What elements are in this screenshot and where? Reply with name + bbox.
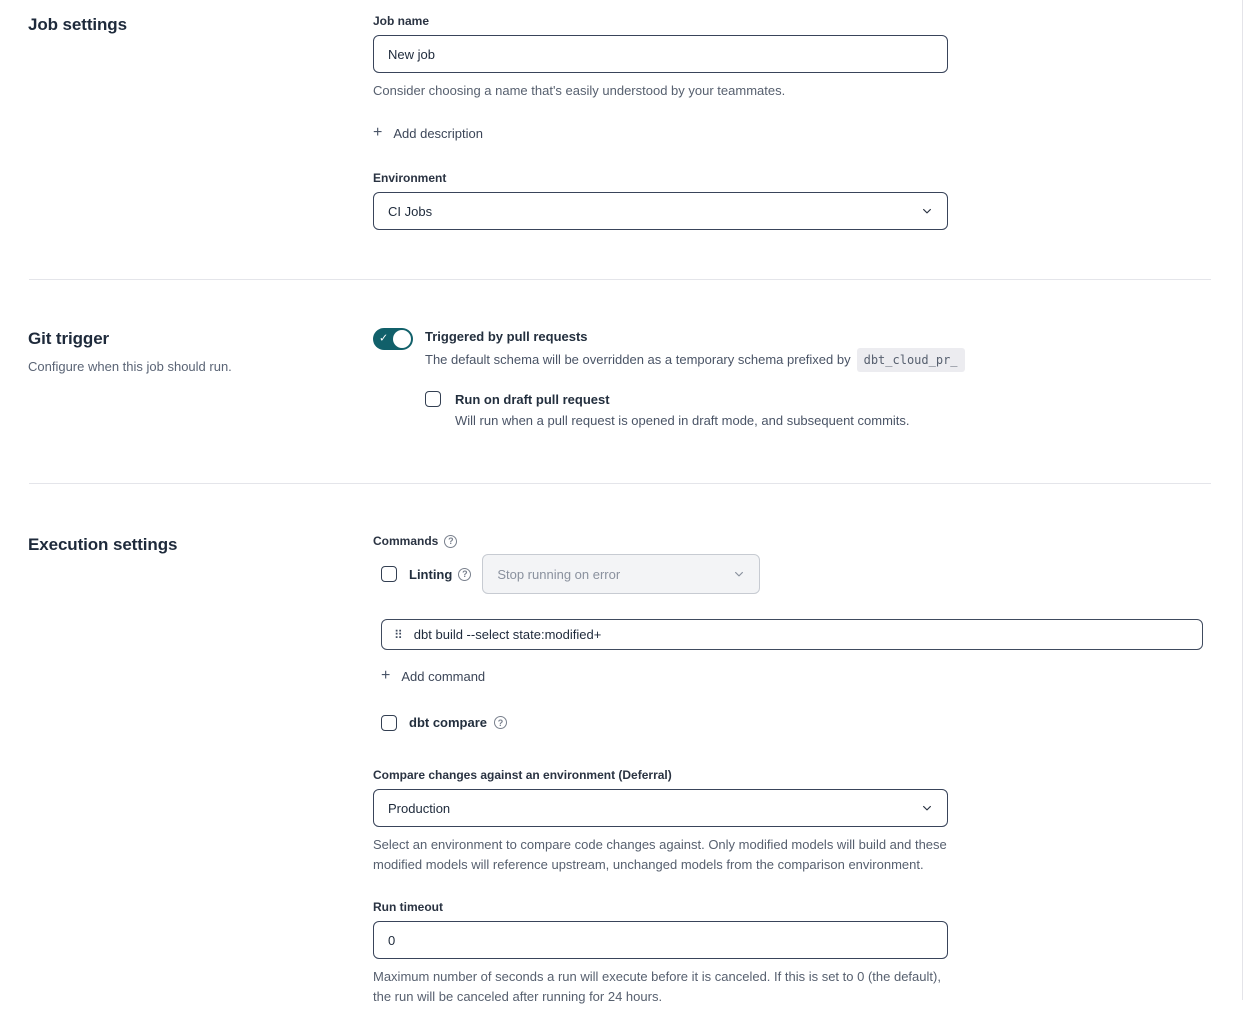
deferral-select[interactable] xyxy=(373,789,948,827)
dbt-compare-label: dbt compare xyxy=(409,715,488,730)
linting-checkbox[interactable] xyxy=(381,566,397,582)
commands-label: Commands xyxy=(373,534,439,548)
deferral-select-value: Production xyxy=(388,800,451,816)
draft-pull-request-description: Will run when a pull request is opened in draft mode, and subsequent commits. xyxy=(455,413,910,428)
pull-request-toggle[interactable] xyxy=(373,328,413,350)
schema-prefix-code: dbt_cloud_pr_ xyxy=(857,348,965,372)
job-settings-title: Job settings xyxy=(28,15,127,34)
environment-label: Environment xyxy=(373,171,447,185)
job-name-input[interactable] xyxy=(373,35,948,73)
command-input-row[interactable] xyxy=(381,619,1203,650)
draft-pull-request-label: Run on draft pull request xyxy=(455,392,610,407)
chevron-down-icon xyxy=(921,205,933,217)
deferral-helper: Select an environment to compare code changes against. Only modified models will build and these modified models will reference upstream, unchanged models from the comparison environment. xyxy=(373,837,947,872)
command-text: dbt build --select state:modified+ xyxy=(413,627,602,642)
git-trigger-subtitle: Configure when this job should run. xyxy=(28,359,232,374)
toggle-description-text: The default schema will be overridden as a temporary schema prefixed by xyxy=(425,352,851,367)
dbt-compare-help-icon[interactable]: ? xyxy=(494,716,507,729)
commands-label-row xyxy=(373,534,1213,548)
viewport-right-border xyxy=(1242,0,1243,1000)
job-name-helper: Consider choosing a name that's easily understood by your teammates. xyxy=(373,83,786,98)
draft-pull-request-checkbox[interactable] xyxy=(425,391,441,407)
linting-mode-select-value: Stop running on error xyxy=(497,566,621,582)
git-trigger-section xyxy=(0,280,1246,483)
linting-label: Linting xyxy=(409,566,453,582)
run-timeout-helper: Maximum number of seconds a run will execute before it is canceled. If this is set to 0 (the default), the run will be canceled after running for 24 hours. xyxy=(373,969,941,1004)
execution-settings-title: Execution settings xyxy=(28,535,178,554)
job-settings-section xyxy=(0,0,1246,279)
add-command-button[interactable] xyxy=(381,669,485,684)
environment-select-value: CI Jobs xyxy=(388,203,433,219)
add-command-label: Add command xyxy=(401,668,486,684)
run-timeout-label: Run timeout xyxy=(373,900,443,914)
chevron-down-icon xyxy=(921,802,933,814)
plus-icon: + xyxy=(381,667,391,684)
toggle-knob xyxy=(393,330,411,348)
chevron-down-icon xyxy=(733,568,745,580)
run-timeout-input[interactable] xyxy=(373,921,948,959)
environment-select[interactable] xyxy=(373,192,948,230)
dbt-compare-checkbox[interactable] xyxy=(381,715,397,731)
check-icon: ✓ xyxy=(379,332,389,345)
deferral-label: Compare changes against an environment (Deferral) xyxy=(373,768,672,782)
pull-request-toggle-description xyxy=(425,348,965,372)
linting-help-icon[interactable]: ? xyxy=(458,568,471,581)
execution-settings-section xyxy=(0,484,1246,1031)
pull-request-toggle-label: Triggered by pull requests xyxy=(425,329,588,344)
linting-mode-select[interactable] xyxy=(482,554,760,594)
add-description-button[interactable] xyxy=(373,126,483,141)
job-name-label: Job name xyxy=(373,14,430,28)
add-description-label: Add description xyxy=(393,125,483,141)
plus-icon: + xyxy=(373,124,383,141)
commands-help-icon[interactable]: ? xyxy=(444,535,457,548)
drag-handle-icon[interactable]: ⠿ xyxy=(394,627,403,642)
git-trigger-title: Git trigger xyxy=(28,329,110,348)
